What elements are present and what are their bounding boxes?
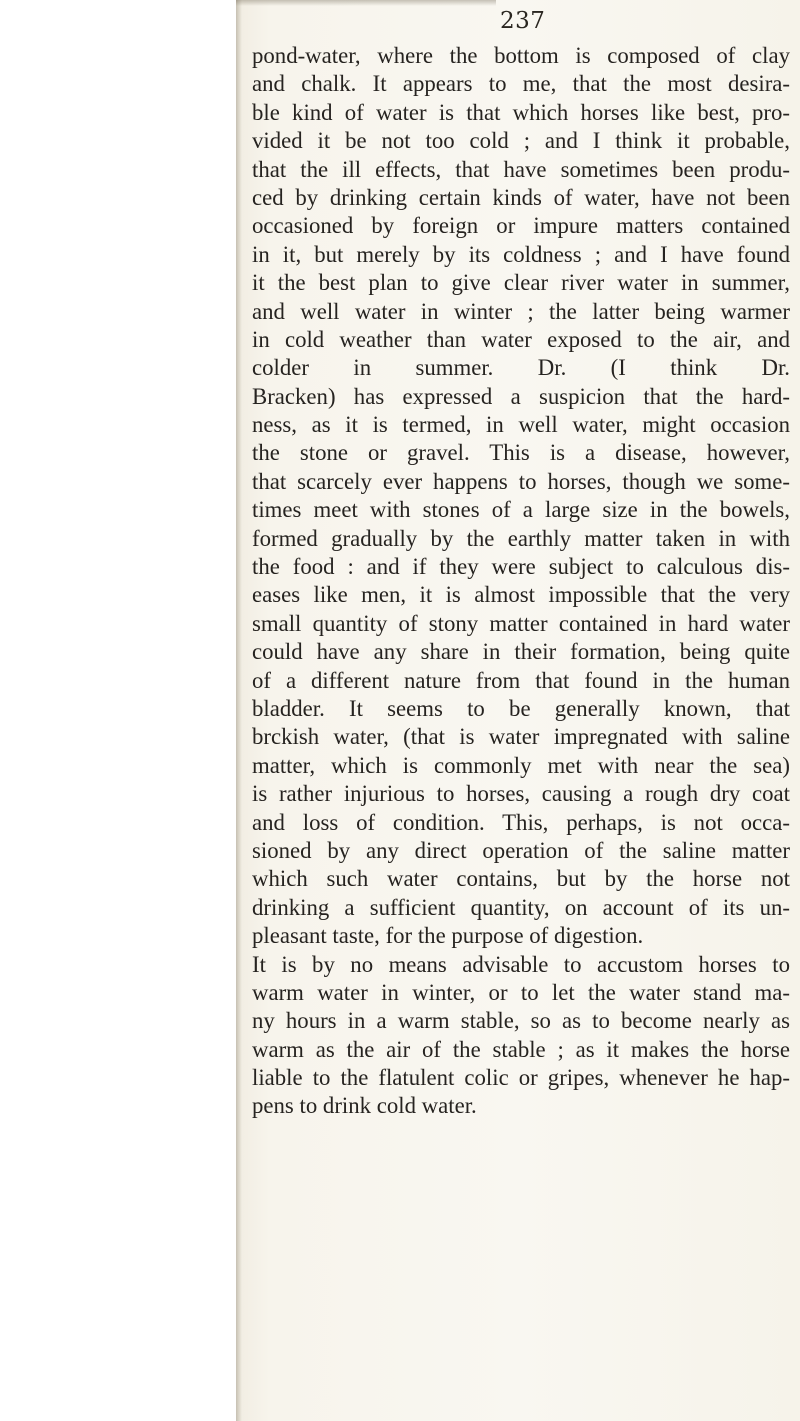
text-line: times meet with stones of a large size in the bowels,: [252, 497, 790, 523]
text-line: pleasant taste, for the purpose of digestion.: [252, 923, 644, 949]
text-line: that the ill effects, that have sometimes been produ-: [252, 156, 790, 182]
text-line: bladder. It seems to be generally known, that: [252, 695, 790, 721]
text-line: pens to drink cold water.: [252, 1093, 477, 1119]
text-line: in cold weather than water exposed to the air, and: [252, 326, 790, 352]
text-line: formed gradually by the earthly matter taken in with: [252, 525, 790, 551]
text-line: ble kind of water is that which horses like best, pro-: [252, 99, 790, 125]
text-line: vided it be not too cold ; and I think it probable,: [252, 128, 790, 154]
text-line: the food : and if they were subject to calculous dis-: [252, 554, 790, 580]
text-line: warm water in winter, or to let the water stand ma-: [252, 979, 790, 1005]
text-line: matter, which is commonly met with near the sea): [252, 752, 790, 778]
text-line: in it, but merely by its coldness ; and I have found: [252, 241, 790, 267]
body-text: [252, 42, 790, 1121]
text-line: colder in summer. Dr. (I think Dr.: [252, 355, 790, 381]
text-line: is rather injurious to horses, causing a rough dry coat: [252, 781, 790, 807]
text-line: brckish water, (that is water impregnated with saline: [252, 724, 790, 750]
text-line: drinking a sufficient quantity, on account of its un-: [252, 894, 790, 920]
text-line: and loss of condition. This, perhaps, is not occa-: [252, 809, 790, 835]
page-number: 237: [500, 8, 546, 34]
text-line: which such water contains, but by the horse not: [252, 866, 790, 892]
text-line: the stone or gravel. This is a disease, however,: [252, 440, 790, 466]
text-line: ny hours in a warm stable, so as to become nearly as: [252, 1008, 790, 1034]
text-line: pond-water, where the bottom is composed of clay: [252, 43, 790, 68]
text-line: liable to the flatulent colic or gripes, whenever he hap-: [252, 1065, 790, 1091]
top-edge-shadow: [236, 0, 496, 6]
text-line: occasioned by foreign or impure matters contained: [252, 213, 790, 239]
text-line: ced by drinking certain kinds of water, have not been: [252, 184, 790, 210]
text-line: that scarcely ever happens to horses, though we some-: [252, 468, 790, 494]
text-line: and chalk. It appears to me, that the most desira-: [252, 71, 790, 97]
binding-shadow: [236, 0, 242, 1421]
text-line: eases like men, it is almost impossible that the very: [252, 582, 790, 608]
text-line: Bracken) has expressed a suspicion that the hard-: [252, 383, 790, 409]
text-line: could have any share in their formation, being quite: [252, 639, 790, 665]
text-line: sioned by any direct operation of the saline matter: [252, 837, 790, 863]
text-line: and well water in winter ; the latter being warmer: [252, 298, 790, 324]
text-line: it the best plan to give clear river water in summer,: [252, 270, 790, 296]
text-line: It is by no means advisable to accustom horses to: [252, 951, 790, 977]
text-line: warm as the air of the stable ; as it makes the horse: [252, 1036, 790, 1062]
text-line: of a different nature from that found in the human: [252, 667, 790, 693]
text-line: ness, as it is termed, in well water, might occasion: [252, 412, 790, 438]
text-line: small quantity of stony matter contained in hard water: [252, 610, 790, 636]
